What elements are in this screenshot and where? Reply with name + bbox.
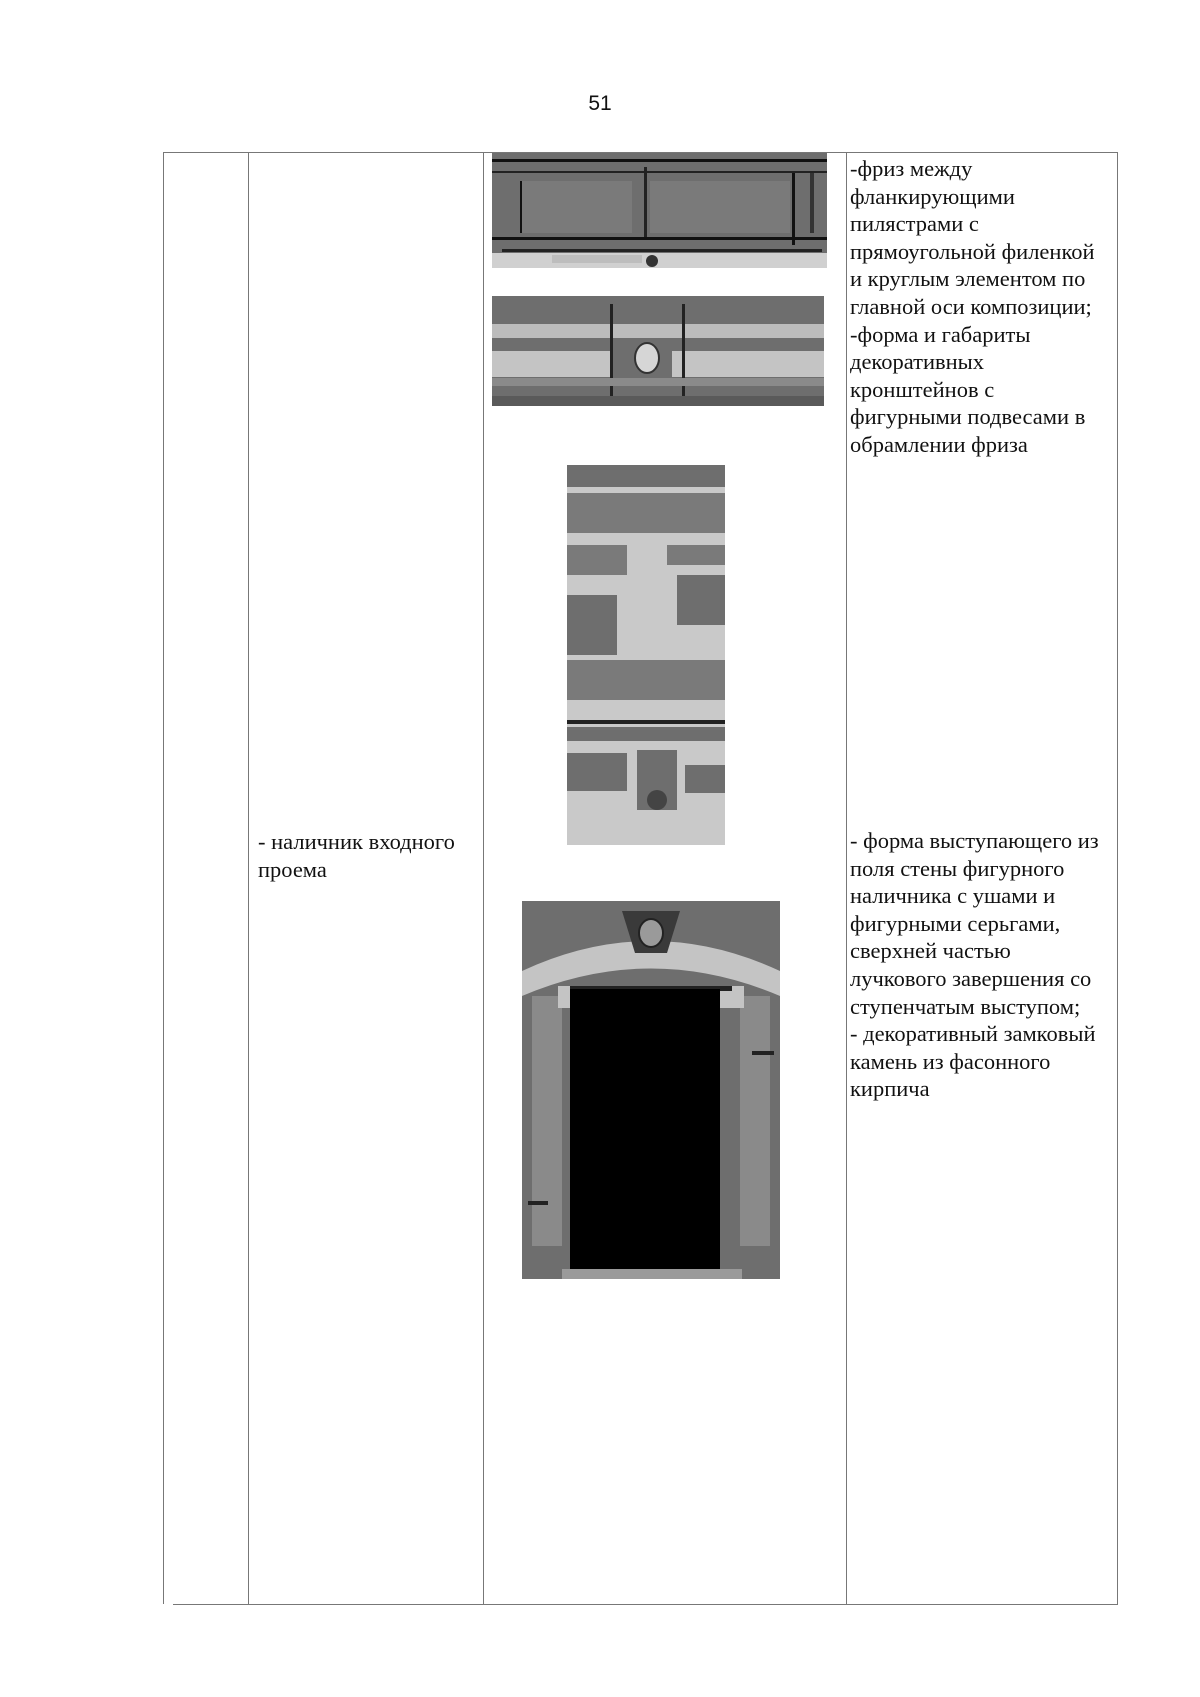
table-border-bottom [173,1604,1118,1605]
table-divider-3 [846,152,847,1604]
description-cell-frieze: -фриз между фланкирующими пилястрами с прямоугольной филенкой и круглым элементом по главной оси композиции; -форма и габариты декоративных кронштейнов с фигурными подвесами в обрамлении фриза [850,156,1095,457]
bracket-photo [567,465,725,845]
door-surround-photo [522,901,780,1279]
table-divider-1 [248,152,249,1604]
frieze-photo-top [492,153,827,268]
element-name-cell: - наличник входного проема [258,829,455,882]
page-number: 51 [588,92,612,115]
description-cell-door: - форма выступающего из поля стены фигурного наличника с ушами и фигурными серьгами, сверхней частью лучкового завершения со ступенчатым выступом; - декоративный замковый камень из фасонного кирпича [850,828,1099,1102]
frieze-photo-detail [492,296,824,406]
table-border-left [163,152,164,1604]
table-divider-2 [483,152,484,1604]
